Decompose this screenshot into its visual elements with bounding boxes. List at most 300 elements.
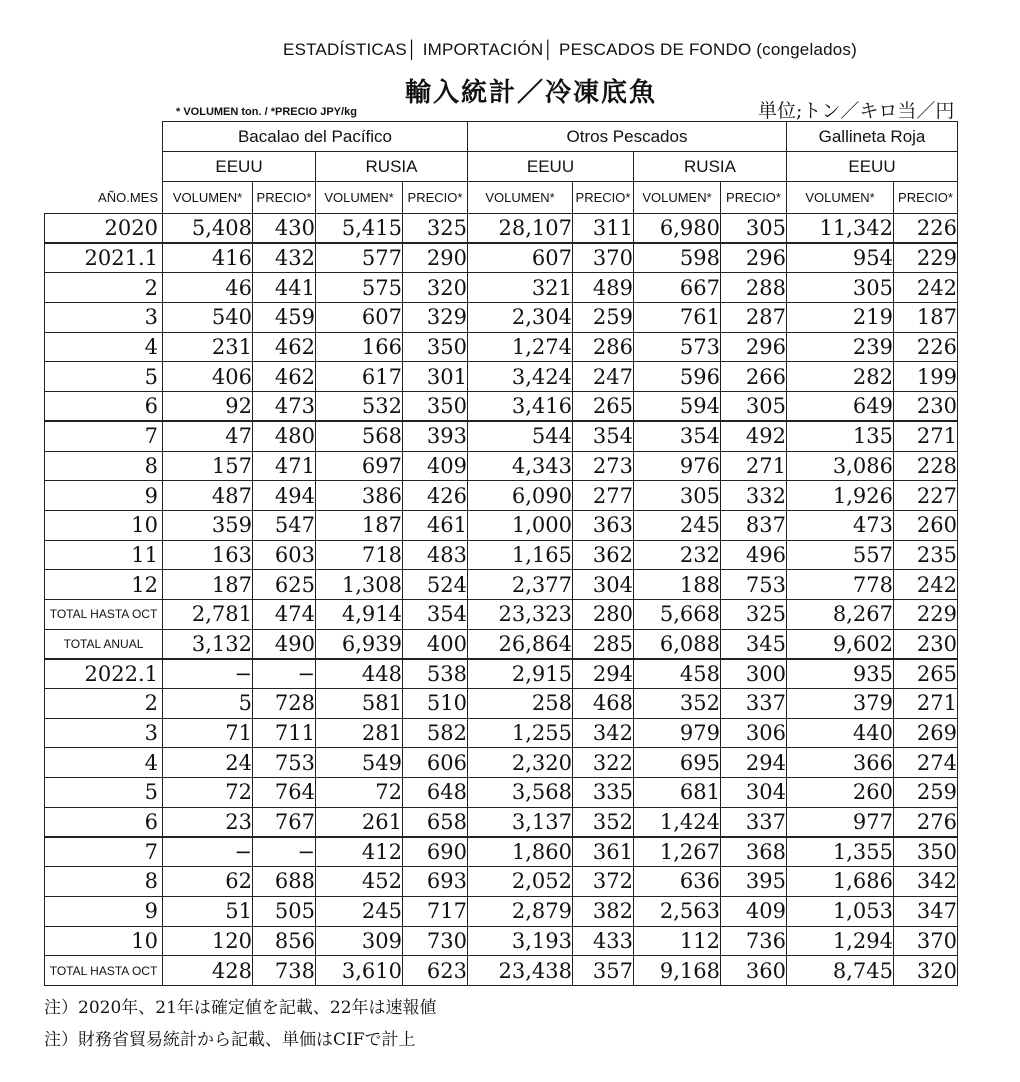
table-cell: 386: [316, 481, 403, 511]
table-cell: 305: [721, 392, 787, 422]
table-cell: 347: [894, 896, 958, 926]
table-cell: 3,137: [468, 807, 573, 837]
table-cell: 496: [721, 540, 787, 570]
table-cell: 187: [163, 570, 253, 600]
table-cell: 623: [403, 956, 468, 986]
table-row: [45, 421, 958, 451]
table-cell: 26,864: [468, 629, 573, 659]
table-row: [45, 689, 958, 719]
table-cell: 166: [316, 332, 403, 362]
table-cell: 473: [787, 510, 894, 540]
table-cell: 271: [894, 689, 958, 719]
table-cell: 245: [316, 896, 403, 926]
row-label: 8: [45, 451, 163, 481]
table-cell: 416: [163, 243, 253, 273]
table-cell: 294: [721, 748, 787, 778]
row-label: 9: [45, 481, 163, 511]
table-cell: 361: [573, 837, 634, 867]
table-cell: 296: [721, 243, 787, 273]
table-cell: 352: [573, 807, 634, 837]
table-cell: 259: [573, 303, 634, 333]
table-cell: 370: [573, 243, 634, 273]
table-cell: 325: [403, 214, 468, 244]
table-cell: 258: [468, 689, 573, 719]
table-cell: 227: [894, 481, 958, 511]
group-header-bacalao: Bacalao del Pacífico: [163, 122, 468, 152]
table-cell: 363: [573, 510, 634, 540]
table-cell: 487: [163, 481, 253, 511]
table-row: [45, 718, 958, 748]
footnote-2: 注）財務省貿易統計から記載、単価はCIFで計上: [44, 1030, 416, 1050]
table-cell: 322: [573, 748, 634, 778]
table-cell: 462: [253, 332, 316, 362]
table-cell: 494: [253, 481, 316, 511]
table-cell: 335: [573, 778, 634, 808]
table-cell: 332: [721, 481, 787, 511]
table-cell: 681: [634, 778, 721, 808]
table-row: [45, 778, 958, 808]
column-header: PRECIO*: [894, 182, 958, 214]
row-label: 3: [45, 303, 163, 333]
table-cell: 320: [894, 956, 958, 986]
table-cell: 577: [316, 243, 403, 273]
table-cell: 259: [894, 778, 958, 808]
row-label: TOTAL ANUAL: [45, 629, 163, 659]
table-cell: 856: [253, 926, 316, 956]
table-cell: 695: [634, 748, 721, 778]
row-label: 2022.1: [45, 659, 163, 689]
table-cell: 979: [634, 718, 721, 748]
table-cell: 247: [573, 362, 634, 392]
table-cell: 538: [403, 659, 468, 689]
table-cell: 305: [787, 273, 894, 303]
table-cell: 350: [403, 392, 468, 422]
total-row: [45, 956, 958, 986]
table-cell: 738: [253, 956, 316, 986]
table-cell: 269: [894, 718, 958, 748]
table-cell: 490: [253, 629, 316, 659]
table-row: [45, 362, 958, 392]
table-cell: 309: [316, 926, 403, 956]
table-cell: 3,086: [787, 451, 894, 481]
table-cell: 286: [573, 332, 634, 362]
table-cell: 717: [403, 896, 468, 926]
table-cell: 23,438: [468, 956, 573, 986]
table-cell: 2,377: [468, 570, 573, 600]
table-row: [45, 659, 958, 689]
table-cell: 412: [316, 837, 403, 867]
table-cell: 357: [573, 956, 634, 986]
table-row: [45, 896, 958, 926]
footnote-1: 注）2020年、21年は確定値を記載、22年は速報値: [44, 998, 437, 1018]
table-cell: 1,000: [468, 510, 573, 540]
japanese-units-note: 単位;トン／キロ当／円: [758, 100, 955, 122]
table-cell: 549: [316, 748, 403, 778]
table-cell: 157: [163, 451, 253, 481]
table-cell: 382: [573, 896, 634, 926]
table-cell: −: [253, 659, 316, 689]
table-cell: 767: [253, 807, 316, 837]
table-cell: 135: [787, 421, 894, 451]
table-cell: 5,415: [316, 214, 403, 244]
table-cell: 266: [721, 362, 787, 392]
table-cell: 3,568: [468, 778, 573, 808]
table-cell: 71: [163, 718, 253, 748]
table-cell: 321: [468, 273, 573, 303]
table-cell: 471: [253, 451, 316, 481]
row-label: 10: [45, 926, 163, 956]
table-cell: 596: [634, 362, 721, 392]
total-row: [45, 599, 958, 629]
country-header-row: [45, 152, 958, 182]
table-cell: 294: [573, 659, 634, 689]
table-cell: 625: [253, 570, 316, 600]
table-cell: 92: [163, 392, 253, 422]
table-cell: 226: [894, 332, 958, 362]
table-cell: 245: [634, 510, 721, 540]
country-header: EEUU: [468, 152, 634, 182]
table-cell: 547: [253, 510, 316, 540]
column-header-row: [45, 182, 958, 214]
table-cell: 2,320: [468, 748, 573, 778]
table-cell: 362: [573, 540, 634, 570]
table-cell: 648: [403, 778, 468, 808]
table-cell: 489: [573, 273, 634, 303]
table-cell: 230: [894, 392, 958, 422]
table-cell: 265: [573, 392, 634, 422]
table-cell: 280: [573, 599, 634, 629]
table-cell: 468: [573, 689, 634, 719]
group-header-gallineta: Gallineta Roja: [787, 122, 958, 152]
table-cell: 277: [573, 481, 634, 511]
table-cell: 2,781: [163, 599, 253, 629]
table-row: [45, 926, 958, 956]
table-cell: 954: [787, 243, 894, 273]
table-cell: 345: [721, 629, 787, 659]
row-label: 2: [45, 689, 163, 719]
table-cell: 594: [634, 392, 721, 422]
country-header: RUSIA: [634, 152, 787, 182]
table-cell: 581: [316, 689, 403, 719]
table-cell: 711: [253, 718, 316, 748]
row-label: 2: [45, 273, 163, 303]
table-cell: 544: [468, 421, 573, 451]
table-cell: 458: [634, 659, 721, 689]
table-cell: 304: [573, 570, 634, 600]
table-cell: 3,193: [468, 926, 573, 956]
row-label: 9: [45, 896, 163, 926]
column-header: PRECIO*: [253, 182, 316, 214]
table-cell: 6,939: [316, 629, 403, 659]
table-row: [45, 214, 958, 244]
table-cell: 6,090: [468, 481, 573, 511]
table-cell: 409: [403, 451, 468, 481]
table-cell: 271: [894, 421, 958, 451]
table-cell: 753: [253, 748, 316, 778]
table-cell: 305: [634, 481, 721, 511]
table-cell: 557: [787, 540, 894, 570]
table-cell: 730: [403, 926, 468, 956]
table-cell: 311: [573, 214, 634, 244]
table-cell: 432: [253, 243, 316, 273]
row-label: 6: [45, 807, 163, 837]
table-cell: 607: [468, 243, 573, 273]
table-cell: 287: [721, 303, 787, 333]
table-row: [45, 867, 958, 897]
table-cell: 736: [721, 926, 787, 956]
table-cell: 1,165: [468, 540, 573, 570]
table-cell: 305: [721, 214, 787, 244]
table-cell: 532: [316, 392, 403, 422]
table-cell: 977: [787, 807, 894, 837]
table-cell: 582: [403, 718, 468, 748]
table-cell: 8,745: [787, 956, 894, 986]
table-cell: 524: [403, 570, 468, 600]
table-cell: 9,602: [787, 629, 894, 659]
table-cell: 3,610: [316, 956, 403, 986]
table-cell: 300: [721, 659, 787, 689]
column-header: VOLUMEN*: [163, 182, 253, 214]
table-cell: 976: [634, 451, 721, 481]
row-label: 7: [45, 421, 163, 451]
table-cell: 1,294: [787, 926, 894, 956]
table-cell: 229: [894, 599, 958, 629]
table-cell: 260: [787, 778, 894, 808]
table-cell: 47: [163, 421, 253, 451]
table-cell: 3,132: [163, 629, 253, 659]
table-cell: 24: [163, 748, 253, 778]
table-cell: 393: [403, 421, 468, 451]
page-title: ESTADÍSTICAS│ IMPORTACIÓN│ PESCADOS DE FONDO (congelados): [283, 40, 857, 59]
table-cell: 46: [163, 273, 253, 303]
table-row: [45, 570, 958, 600]
table-cell: 261: [316, 807, 403, 837]
table-cell: 337: [721, 807, 787, 837]
table-cell: 430: [253, 214, 316, 244]
table-cell: 667: [634, 273, 721, 303]
table-cell: 273: [573, 451, 634, 481]
table-cell: 288: [721, 273, 787, 303]
table-cell: 1,424: [634, 807, 721, 837]
table-cell: 120: [163, 926, 253, 956]
table-cell: 359: [163, 510, 253, 540]
table-cell: 285: [573, 629, 634, 659]
table-cell: 112: [634, 926, 721, 956]
row-label: 4: [45, 332, 163, 362]
table-row: [45, 332, 958, 362]
table-cell: 304: [721, 778, 787, 808]
table-cell: 360: [721, 956, 787, 986]
table-cell: 3,424: [468, 362, 573, 392]
table-row: [45, 807, 958, 837]
column-header: VOLUMEN*: [787, 182, 894, 214]
table-cell: 837: [721, 510, 787, 540]
column-header: PRECIO*: [573, 182, 634, 214]
table-row: [45, 837, 958, 867]
table-cell: 296: [721, 332, 787, 362]
table-cell: 320: [403, 273, 468, 303]
table-cell: 4,914: [316, 599, 403, 629]
japanese-title: 輸入統計／冷凍底魚: [405, 78, 658, 108]
table-cell: 372: [573, 867, 634, 897]
table-cell: 352: [634, 689, 721, 719]
table-cell: 483: [403, 540, 468, 570]
group-header-otros: Otros Pescados: [468, 122, 787, 152]
table-cell: 72: [316, 778, 403, 808]
table-cell: 480: [253, 421, 316, 451]
table-cell: 232: [634, 540, 721, 570]
table-row: [45, 303, 958, 333]
row-label: 8: [45, 867, 163, 897]
table-cell: 697: [316, 451, 403, 481]
table-cell: 459: [253, 303, 316, 333]
table-cell: 342: [894, 867, 958, 897]
table-row: [45, 392, 958, 422]
table-cell: 400: [403, 629, 468, 659]
table-cell: 598: [634, 243, 721, 273]
row-label: 11: [45, 540, 163, 570]
table-cell: 5: [163, 689, 253, 719]
table-cell: 366: [787, 748, 894, 778]
table-cell: 290: [403, 243, 468, 273]
row-label: 10: [45, 510, 163, 540]
table-row: [45, 273, 958, 303]
table-cell: 1,308: [316, 570, 403, 600]
table-row: [45, 748, 958, 778]
table-cell: 690: [403, 837, 468, 867]
table-cell: 274: [894, 748, 958, 778]
column-header: PRECIO*: [721, 182, 787, 214]
table-cell: 575: [316, 273, 403, 303]
row-label: TOTAL HASTA OCT: [45, 956, 163, 986]
column-header: VOLUMEN*: [468, 182, 573, 214]
table-cell: 1,355: [787, 837, 894, 867]
table-cell: 1,267: [634, 837, 721, 867]
table-cell: 23: [163, 807, 253, 837]
table-cell: 617: [316, 362, 403, 392]
table-cell: −: [163, 837, 253, 867]
table-cell: 461: [403, 510, 468, 540]
table-cell: 718: [316, 540, 403, 570]
table-row: [45, 481, 958, 511]
table-cell: 11,342: [787, 214, 894, 244]
table-cell: −: [163, 659, 253, 689]
table-cell: 306: [721, 718, 787, 748]
table-row: [45, 540, 958, 570]
table-cell: 473: [253, 392, 316, 422]
table-cell: 573: [634, 332, 721, 362]
table-cell: 448: [316, 659, 403, 689]
table-cell: 426: [403, 481, 468, 511]
table-row: [45, 510, 958, 540]
table-cell: 492: [721, 421, 787, 451]
row-label: 2021.1: [45, 243, 163, 273]
table-cell: 761: [634, 303, 721, 333]
table-cell: 219: [787, 303, 894, 333]
table-cell: 342: [573, 718, 634, 748]
table-cell: 265: [894, 659, 958, 689]
table-cell: 1,860: [468, 837, 573, 867]
table-cell: 368: [721, 837, 787, 867]
table-cell: 753: [721, 570, 787, 600]
table-cell: 72: [163, 778, 253, 808]
table-cell: 8,267: [787, 599, 894, 629]
table-cell: 603: [253, 540, 316, 570]
table-cell: 2,304: [468, 303, 573, 333]
table-cell: 636: [634, 867, 721, 897]
country-header: EEUU: [163, 152, 316, 182]
table-cell: 239: [787, 332, 894, 362]
table-cell: 51: [163, 896, 253, 926]
table-cell: 62: [163, 867, 253, 897]
table-cell: 187: [894, 303, 958, 333]
table-cell: 658: [403, 807, 468, 837]
table-cell: 229: [894, 243, 958, 273]
row-label: 4: [45, 748, 163, 778]
table-cell: −: [253, 837, 316, 867]
table-cell: 2,563: [634, 896, 721, 926]
table-cell: 242: [894, 273, 958, 303]
table-cell: 235: [894, 540, 958, 570]
table-cell: 6,980: [634, 214, 721, 244]
table-cell: 276: [894, 807, 958, 837]
table-cell: 2,915: [468, 659, 573, 689]
table-cell: 301: [403, 362, 468, 392]
row-label: 6: [45, 392, 163, 422]
table-cell: 5,668: [634, 599, 721, 629]
row-label: 12: [45, 570, 163, 600]
table-cell: 337: [721, 689, 787, 719]
table-cell: 354: [634, 421, 721, 451]
table-cell: 230: [894, 629, 958, 659]
table-cell: 778: [787, 570, 894, 600]
table-cell: 282: [787, 362, 894, 392]
table-cell: 6,088: [634, 629, 721, 659]
table-cell: 226: [894, 214, 958, 244]
table-cell: 23,323: [468, 599, 573, 629]
import-statistics-table: [44, 121, 958, 986]
table-cell: 228: [894, 451, 958, 481]
table-cell: 231: [163, 332, 253, 362]
table-cell: 187: [316, 510, 403, 540]
table-cell: 441: [253, 273, 316, 303]
table-cell: 406: [163, 362, 253, 392]
table-cell: 28,107: [468, 214, 573, 244]
table-cell: 568: [316, 421, 403, 451]
table-row: [45, 243, 958, 273]
table-cell: 462: [253, 362, 316, 392]
table-cell: 409: [721, 896, 787, 926]
row-label: 3: [45, 718, 163, 748]
table-cell: 325: [721, 599, 787, 629]
country-header: RUSIA: [316, 152, 468, 182]
table-cell: 607: [316, 303, 403, 333]
row-label: 5: [45, 778, 163, 808]
table-cell: 510: [403, 689, 468, 719]
table-cell: 935: [787, 659, 894, 689]
table-cell: 350: [403, 332, 468, 362]
table-row: [45, 451, 958, 481]
table-cell: 428: [163, 956, 253, 986]
row-label: 7: [45, 837, 163, 867]
table-cell: 474: [253, 599, 316, 629]
table-cell: 5,408: [163, 214, 253, 244]
table-cell: 395: [721, 867, 787, 897]
table-cell: 354: [403, 599, 468, 629]
table-cell: 764: [253, 778, 316, 808]
table-cell: 163: [163, 540, 253, 570]
group-header-row: [45, 122, 958, 152]
